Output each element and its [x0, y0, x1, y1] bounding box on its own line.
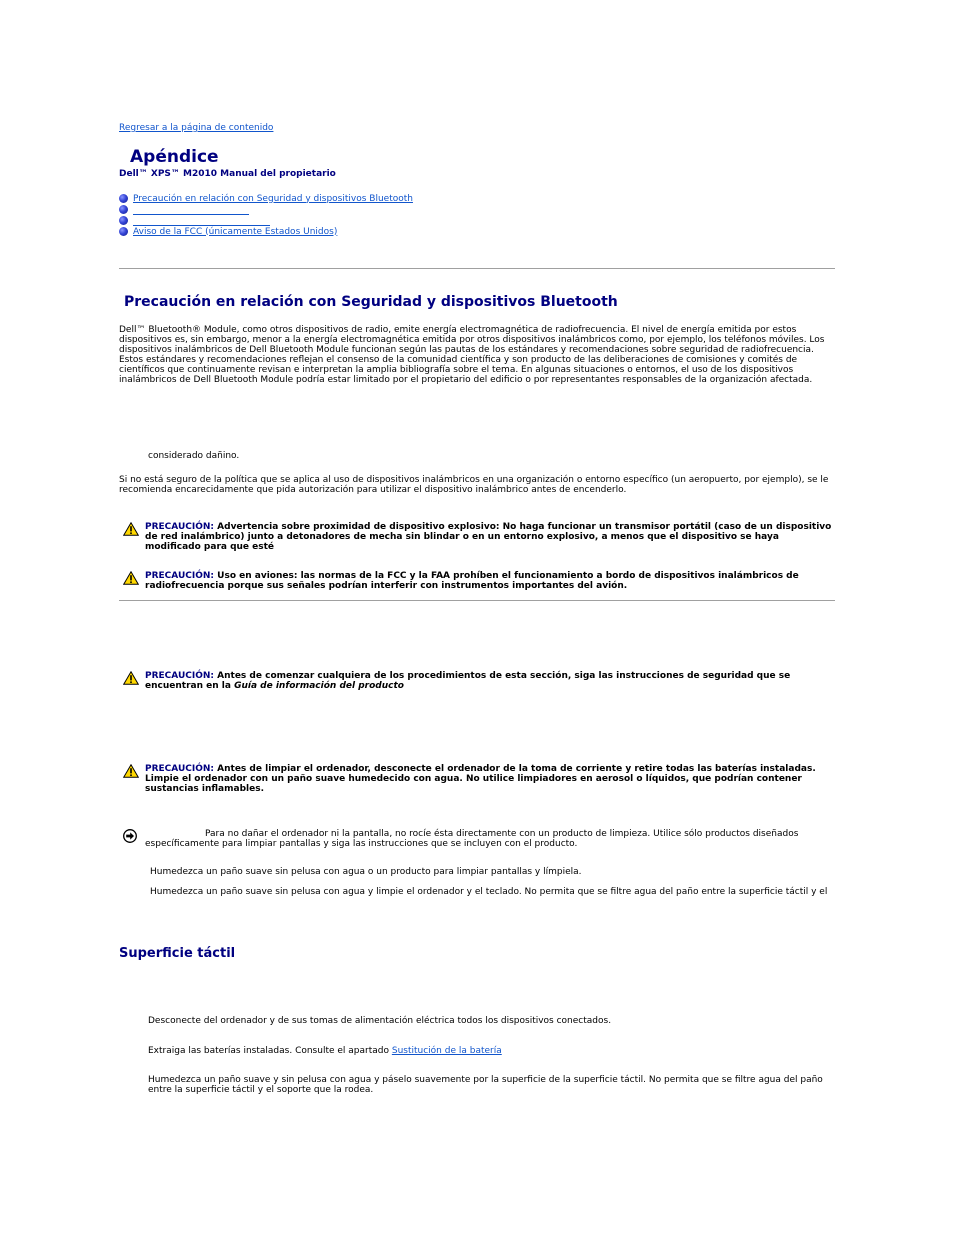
toc-link-fcc-notice[interactable]: Aviso de la FCC (únicamente Estados Unidos) [133, 226, 338, 237]
warning-icon [123, 764, 139, 778]
bluetooth-paragraph: Dell™ Bluetooth® Module, como otros dispositivos de radio, emite energía electromagnética de radiofrecuencia. El nivel de energía emitida por estos dispositivos es, sin embargo, menor a la energía electromagnética emitida por otros dispositivos inalámbricos como, por ejemplo, los teléfonos móviles. Los dispositivos inalámbricos de Dell Bluetooth Module funcionan según las pautas de los estándares y recomendaciones sobre seguridad de radiofrecuencia. Estos estándares y recomendaciones reflejan el consenso de la comunidad científica y son producto de las deliberaciones de comisiones y comités de científicos que continuamente revisan e interpretan la amplia bibliografía sobre el tema. En algunas situaciones o entornos, el uso de los dispositivos inalámbricos de Dell Bluetooth Module podría estar limitado por el propietario del edificio o por representantes responsables de la organización afectada. [119, 325, 825, 385]
caution-label: PRECAUCIÓN: [145, 522, 215, 532]
section-heading-touchpad: Superficie táctil [119, 946, 236, 961]
caution-label: PRECAUCIÓN: [145, 571, 215, 581]
section-heading-bluetooth: Precaución en relación con Seguridad y dispositivos Bluetooth [124, 294, 618, 310]
bullet-icon [119, 194, 128, 203]
cleaning-step-screen: Humedezca un paño suave sin pelusa con agua o un producto para limpiar pantallas y límpiela. [150, 867, 582, 877]
table-of-contents [119, 193, 413, 237]
warning-icon [123, 571, 139, 585]
policy-paragraph: Si no está seguro de la política que se aplica al uso de dispositivos inalámbricos en una organización o entorno específico (un aeropuerto, por ejemplo), se le recomienda encarecidamente que pida autorización para utilizar el dispositivo inalámbrico antes de encenderlo. [119, 475, 829, 495]
notice-text: Para no dañar el ordenador ni la pantalla, no rocíe ésta directamente con un producto de limpieza. Utilice sólo productos diseñados específicamente para limpiar pantallas y siga las instrucciones que se incluyen con el producto. [145, 829, 799, 849]
toc-item [119, 215, 413, 226]
notice-icon [123, 829, 137, 843]
product-guide-title: Guía de información del producto [234, 681, 404, 691]
caution-explosive [123, 522, 835, 552]
toc-item [119, 193, 413, 204]
toc-item [119, 226, 413, 237]
touchpad-step-disconnect: Desconecte del ordenador y de sus tomas de alimentación eléctrica todos los dispositivos conectados. [148, 1016, 612, 1026]
toc-item [119, 204, 413, 215]
toc-link-empty-2[interactable] [133, 216, 270, 226]
cleaning-step-keyboard: Humedezca un paño suave sin pelusa con agua y limpie el ordenador y el teclado. No permita que se filtre agua del paño entre la superficie táctil y el [150, 887, 828, 897]
list-fragment: considerado dañino. [148, 451, 240, 461]
caution-cleaning [123, 764, 835, 794]
toc-link-bluetooth-safety[interactable]: Precaución en relación con Seguridad y dispositivos Bluetooth [133, 193, 413, 204]
toc-link-empty-1[interactable] [133, 205, 249, 215]
bullet-icon [119, 216, 128, 225]
warning-icon [123, 522, 139, 536]
warning-icon [123, 671, 139, 685]
divider [119, 268, 835, 269]
back-to-contents-link[interactable]: Regresar a la página de contenido [119, 123, 274, 133]
bullet-icon [119, 227, 128, 236]
battery-replacement-link[interactable]: Sustitución de la batería [391, 1046, 502, 1056]
caution-text: Advertencia sobre proximidad de dispositivo explosivo: No haga funcionar un transmisor portátil (caso de un dispositivo de red inalámbrico) junto a detonadores de mecha sin blindar o en un entorno explosivo, a menos que el dispositivo se haya modificado para que esté [145, 522, 832, 552]
bullet-icon [119, 205, 128, 214]
divider [119, 600, 835, 601]
caution-aircraft [123, 571, 835, 591]
caution-text: Uso en aviones: las normas de la FCC y la FAA prohíben el funcionamiento a bordo de dispositivos inalámbricos de radiofrecuencia porque sus señales podrían interferir con instrumentos importantes del avión. [145, 571, 799, 591]
caution-label: PRECAUCIÓN: [145, 764, 215, 774]
battery-step-text: Extraiga las baterías instaladas. Consulte el apartado [148, 1046, 389, 1056]
touchpad-step-wipe: Humedezca un paño suave y sin pelusa con agua y páselo suavemente por la superficie de la superficie táctil. No permita que se filtre agua del paño entre la superficie táctil y el soporte que la rodea. [148, 1075, 823, 1095]
caution-safety-instructions [123, 671, 835, 691]
touchpad-step-battery [148, 1046, 828, 1056]
page-title: Apéndice [130, 147, 219, 167]
caution-label: PRECAUCIÓN: [145, 671, 215, 681]
notice-screen [123, 829, 835, 849]
caution-text: Antes de comenzar cualquiera de los procedimientos de esta sección, siga las instrucciones de seguridad que se encuentran en la [145, 671, 791, 691]
manual-subtitle: Dell™ XPS™ M2010 Manual del propietario [119, 169, 336, 179]
caution-text: Antes de limpiar el ordenador, desconecte el ordenador de la toma de corriente y retire todas las baterías instaladas. Limpie el ordenador con un paño suave humedecido con agua. No utilice limpiadores en aerosol o líquidos, que podrían contener sustancias inflamables. [145, 764, 816, 794]
